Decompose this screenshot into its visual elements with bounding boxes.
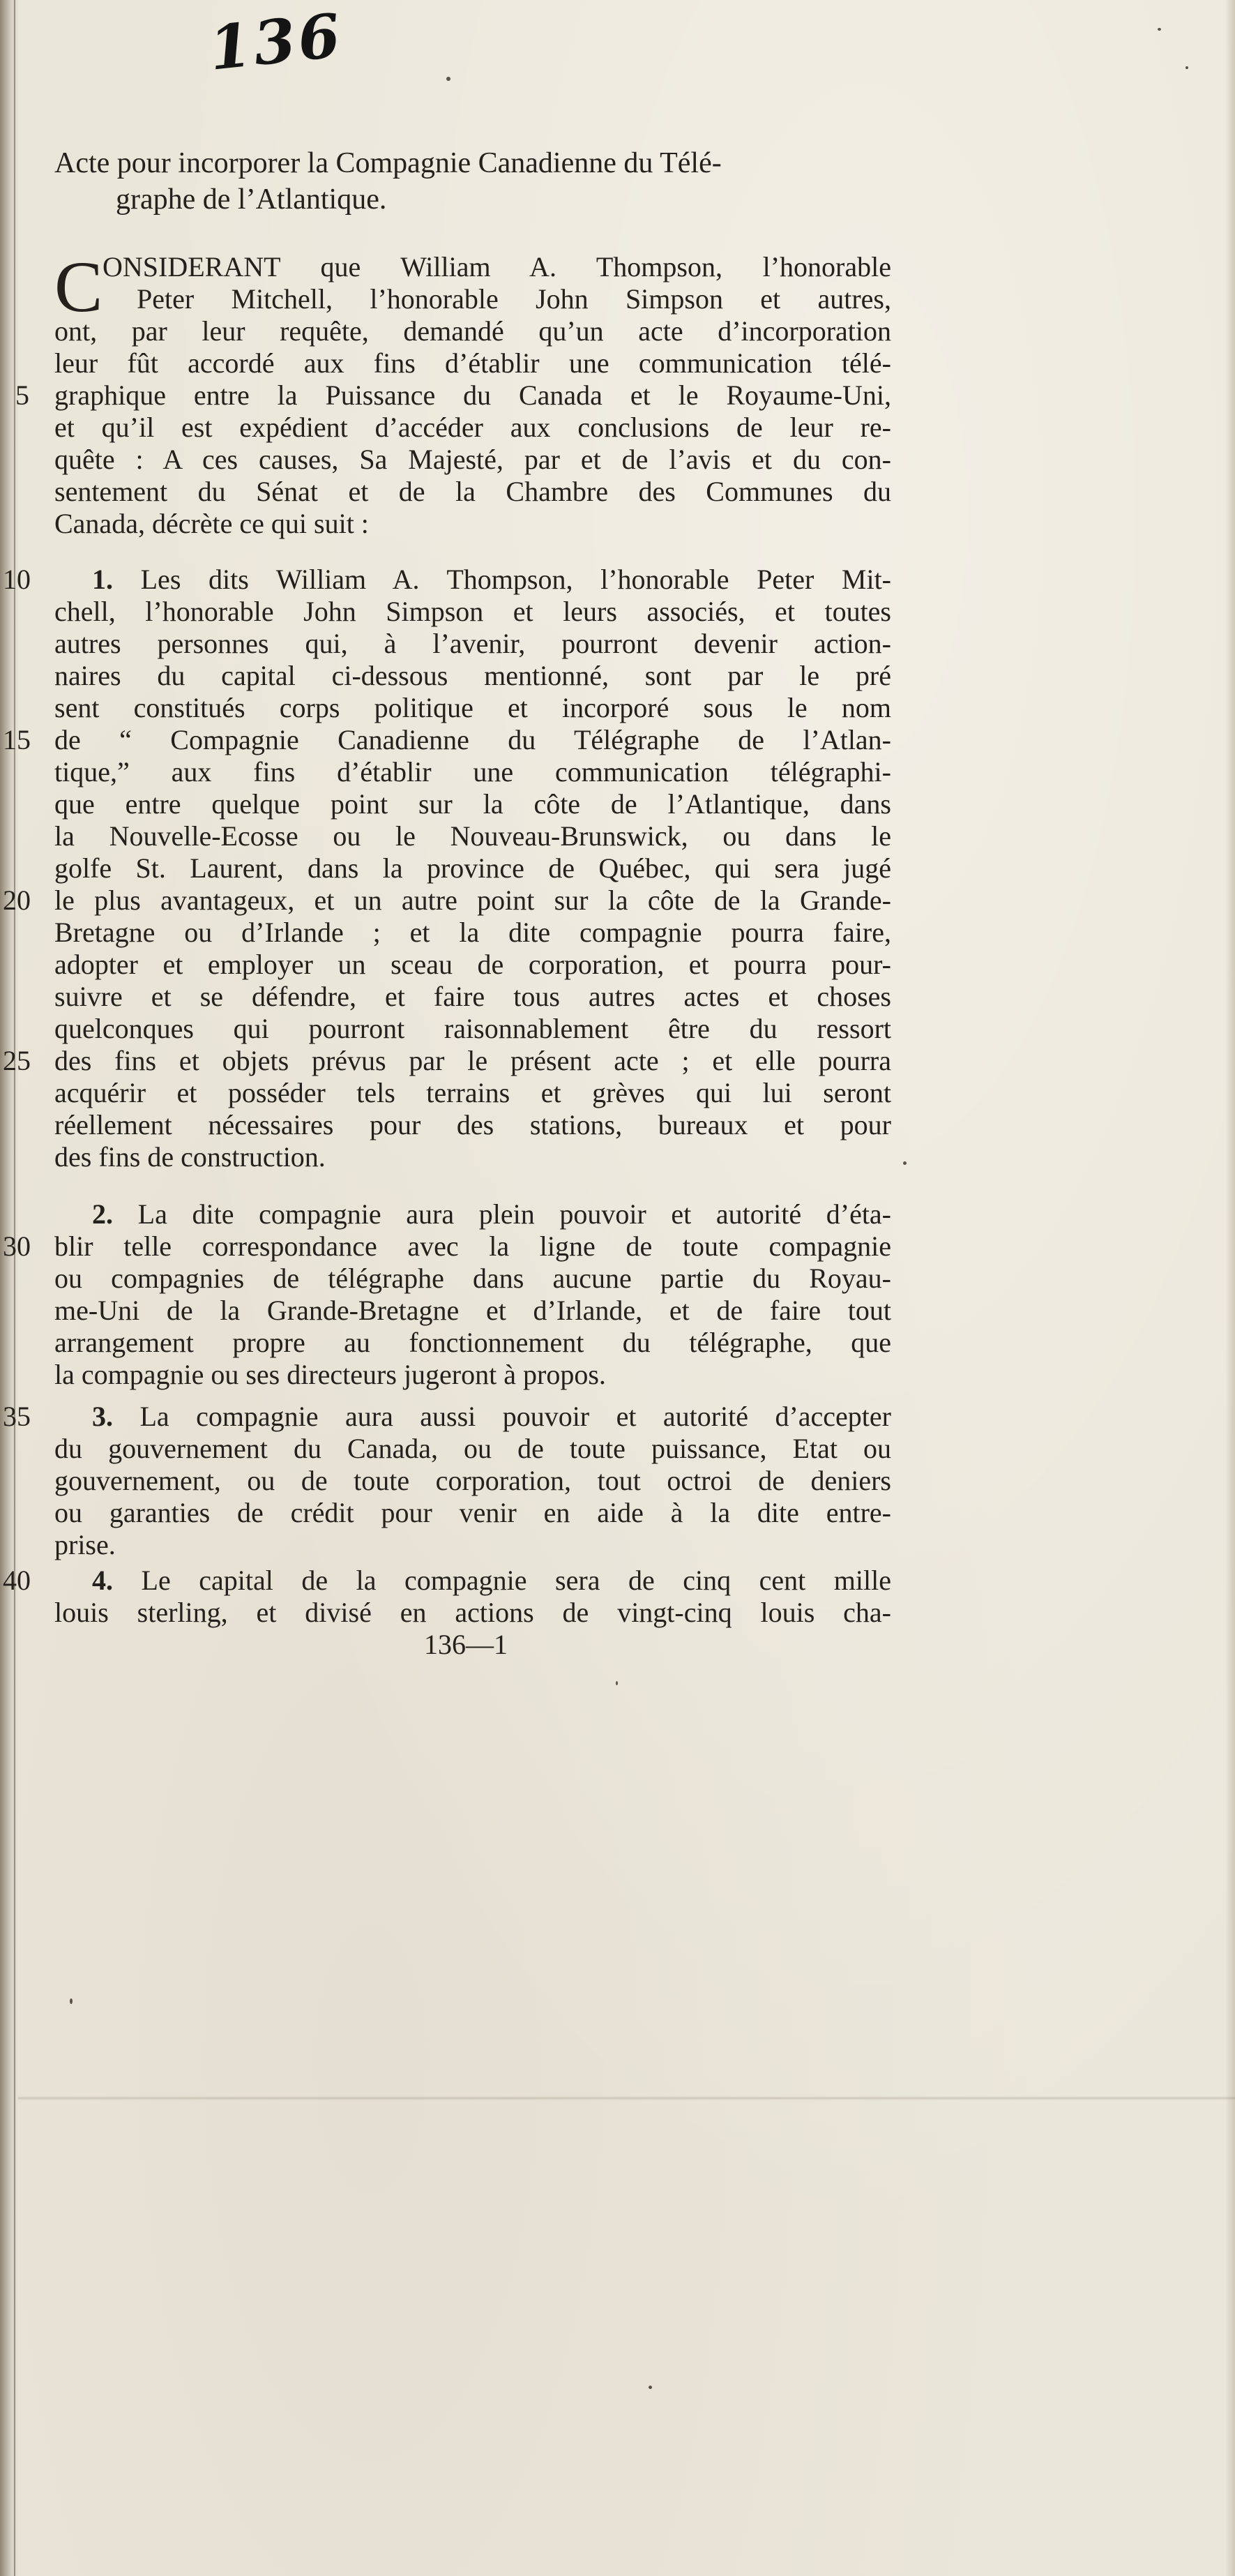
paper-speck	[903, 1161, 907, 1165]
section-3-line: 3. La compagnie aura aussi pouvoir et autorité d’accepter	[92, 1401, 891, 1432]
section-2-line: me-Uni de la Grande-Bretagne et d’Irlande, et de faire tout	[54, 1295, 891, 1326]
section-1-line: Bretagne ou d’Irlande ; et la dite compagnie pourra faire,	[54, 917, 891, 948]
drop-cap: C	[54, 247, 103, 327]
section-3-number: 3.	[92, 1401, 113, 1432]
section-2-line: arrangement propre au fonctionnement du télégraphe, que	[54, 1327, 891, 1358]
section-4-line: 4. Le capital de la compagnie sera de cinq cent mille	[92, 1565, 891, 1596]
bill-title-line-2: graphe de l’Atlantique.	[116, 183, 387, 216]
section-1-line: quelconques qui pourront raisonnablement être du ressort	[54, 1013, 891, 1044]
section-1-line: réellement nécessaires pour des stations, bureaux et pour	[54, 1109, 891, 1140]
section-1-line: sent constitués corps politique et incorporé sous le nom	[54, 692, 891, 723]
margin-line-number: 5	[15, 379, 29, 411]
section-1-line: tique,” aux fins d’établir une communication télégraphi-	[54, 756, 891, 788]
section-1-line: naires du capital ci-dessous mentionné, sont par le pré	[54, 660, 891, 691]
section-1-line: acquérir et posséder tels terrains et grèves qui lui seront	[54, 1077, 891, 1108]
section-1-line: 1. Les dits William A. Thompson, l’honorable Peter Mit-	[92, 564, 892, 595]
margin-line-number: 20	[3, 884, 31, 916]
bill-title-line-1: Acte pour incorporer la Compagnie Canadienne du Télé-	[54, 147, 722, 179]
paper-edge-shadow	[1225, 0, 1235, 2576]
margin-line-number: 40	[3, 1565, 31, 1596]
paper-speck	[616, 1681, 618, 1685]
section-4-number: 4.	[92, 1565, 113, 1596]
section-1-line: de “ Compagnie Canadienne du Télégraphe de l’Atlan-	[54, 724, 891, 755]
section-1-line: golfe St. Laurent, dans la province de Québec, qui sera jugé	[54, 852, 891, 884]
section-2-line: blir telle correspondance avec la ligne de toute compagnie	[54, 1230, 891, 1262]
section-1-line: le plus avantageux, et un autre point sur la côte de la Grande-	[54, 884, 891, 916]
section-1-line: autres personnes qui, à l’avenir, pourront devenir action-	[54, 628, 891, 659]
handwritten-page-number: 136	[206, 0, 347, 84]
section-1-line: la Nouvelle-Ecosse ou le Nouveau-Brunswick, ou dans le	[54, 820, 891, 852]
preamble-line: Peter Mitchell, l’honorable John Simpson et autres,	[137, 283, 891, 315]
section-1-number: 1.	[92, 564, 113, 595]
paper-speck	[70, 1998, 73, 2004]
section-2-number: 2.	[92, 1198, 113, 1230]
section-1-line: suivre et se défendre, et faire tous autres actes et choses	[54, 981, 891, 1012]
preamble-line: Canada, décrète ce qui suit :	[54, 508, 369, 539]
preamble-line: sentement du Sénat et de la Chambre des Communes du	[54, 476, 891, 507]
preamble-line: et qu’il est expédient d’accéder aux conclusions de leur re-	[54, 412, 891, 443]
section-3-line: prise.	[54, 1529, 116, 1560]
section-1-line: chell, l’honorable John Simpson et leurs associés, et toutes	[54, 596, 891, 627]
section-3-line: du gouvernement du Canada, ou de toute puissance, Etat ou	[54, 1433, 891, 1464]
margin-line-number: 15	[3, 724, 31, 755]
margin-line-number: 10	[3, 564, 31, 595]
paper-fold	[18, 2096, 1235, 2100]
paper-speck	[1158, 28, 1161, 31]
section-1-line: des fins de construction.	[54, 1141, 326, 1173]
section-2-line: 2. La dite compagnie aura plein pouvoir et autorité d’éta-	[92, 1198, 892, 1230]
paper-speck	[1185, 66, 1188, 69]
paper-speck	[649, 2386, 652, 2389]
paper-speck	[446, 77, 450, 81]
section-2-line: la compagnie ou ses directeurs jugeront à propos.	[54, 1359, 606, 1390]
preamble-line: ONSIDERANT que William A. Thompson, l’honorable	[103, 251, 891, 283]
margin-line-number: 35	[3, 1401, 31, 1432]
section-3-line: gouvernement, ou de toute corporation, tout octroi de deniers	[54, 1465, 891, 1496]
page-footer-number: 136—1	[424, 1629, 508, 1660]
margin-line-number: 25	[3, 1045, 31, 1076]
section-3-line: ou garanties de crédit pour venir en aide à la dite entre-	[54, 1497, 891, 1528]
preamble-line: leur fût accordé aux fins d’établir une communication télé-	[54, 347, 891, 379]
section-1-line: que entre quelque point sur la côte de l’Atlantique, dans	[54, 788, 891, 820]
preamble-line: ont, par leur requête, demandé qu’un acte d’incorporation	[54, 315, 891, 347]
section-2-line: ou compagnies de télégraphe dans aucune partie du Royau-	[54, 1263, 891, 1294]
section-1-line: des fins et objets prévus par le présent acte ; et elle pourra	[54, 1045, 891, 1076]
section-1-line: adopter et employer un sceau de corporation, et pourra pour-	[54, 949, 891, 980]
preamble-line: graphique entre la Puissance du Canada et le Royaume-Uni,	[54, 379, 891, 411]
preamble-line: quête : A ces causes, Sa Majesté, par et de l’avis et du con-	[54, 444, 891, 475]
margin-line-number: 30	[3, 1230, 31, 1262]
section-4-line: louis sterling, et divisé en actions de vingt-cinq louis cha-	[54, 1597, 891, 1628]
